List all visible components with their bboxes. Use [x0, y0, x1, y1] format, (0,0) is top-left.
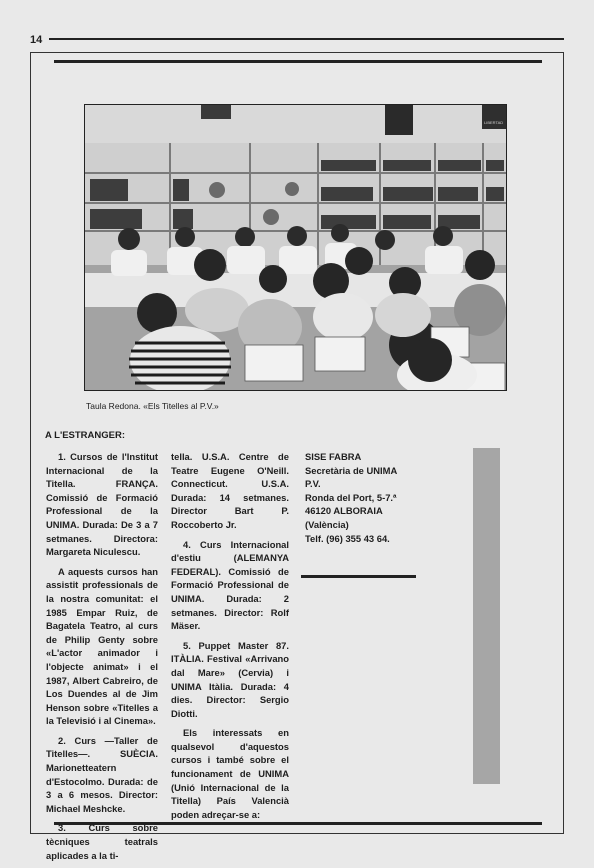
column-divider-rule — [301, 575, 416, 578]
contact-name: SISE FABRA — [305, 451, 362, 462]
article-column-1 — [46, 450, 158, 868]
contact-region: (València) — [305, 518, 349, 530]
photo-caption: Taula Redona. «Els Titelles al P.V.» — [86, 401, 219, 411]
gray-sidebar-bar — [473, 448, 500, 784]
paragraph: 2. Curs —Taller de Titelles—. SUÈCIA. Marionetteatern d'Estocolmo. Durada: de 3 a 6 mesos. Director: Michael Meshcke. — [46, 734, 158, 814]
photo-illustration — [85, 105, 506, 390]
round-table-photo — [84, 104, 507, 391]
contact-org: P.V. — [305, 478, 321, 490]
contact-address — [305, 450, 417, 545]
paragraph: 3. Curs sobre tècniques teatrals aplicades a la ti- — [46, 822, 158, 861]
paragraph: 1. Cursos de l'Institut Internacional de la Titella. FRANÇA. Comissió de Formació Professional de la UNIMA. Durada: De 3 a 7 setmanes. Directora: Margareta Niculescu. — [46, 451, 158, 558]
paragraph: 4. Curs Internacional d'estiu (ALEMANYA FEDERAL). Comissió de Formació Professional de UNIMA. Durada: 2 setmanes. Director: Rolf Mäser. — [171, 538, 289, 632]
paragraph: A aquests cursos han assistit professionals de la nostra comunitat: el 1985 Empar Ruiz, de Bagatela Teatro, al curs de Philip Genty sobre «L'actor animador i l'objecte animat» i el 1987, Albert Cabreiro, de Los Duendes al de Jim Henson sobre «Titelles a la Televisió i al Cinema». — [46, 565, 158, 727]
contact-role: Secretària de UNIMA — [305, 464, 398, 476]
section-title: A L'ESTRANGER: — [45, 430, 126, 441]
paragraph: tella. U.S.A. Centre de Teatre Eugene O'Neill. Connecticut. U.S.A. Durada: 14 setmanes. Director Bart P. Roccoberto Jr. — [171, 451, 289, 530]
contact-street: Ronda del Port, 5-7.ª — [305, 491, 397, 503]
paragraph: Els interessats en qualsevol d'aquestos cursos i també sobre el funcionament de UNIMA (Unió Internacional de la Titella) País Valencià poden adreçar-se a: — [171, 727, 289, 820]
header-rule — [49, 38, 564, 40]
frame-top-rule — [54, 60, 542, 63]
page-number: 14 — [30, 34, 43, 46]
photo-sign: LIBERTAD — [484, 120, 504, 125]
paragraph: 5. Puppet Master 87. ITÀLIA. Festival «Arrivano dal Mare» (Cervia) i UNIMA Itàlia. Durada: 4 dies. Director: Sergio Diotti. — [171, 639, 289, 719]
article-column-2 — [171, 450, 289, 827]
contact-city: 46120 ALBORAIA — [305, 505, 383, 517]
contact-phone: Telf. (96) 355 43 64. — [305, 532, 390, 544]
